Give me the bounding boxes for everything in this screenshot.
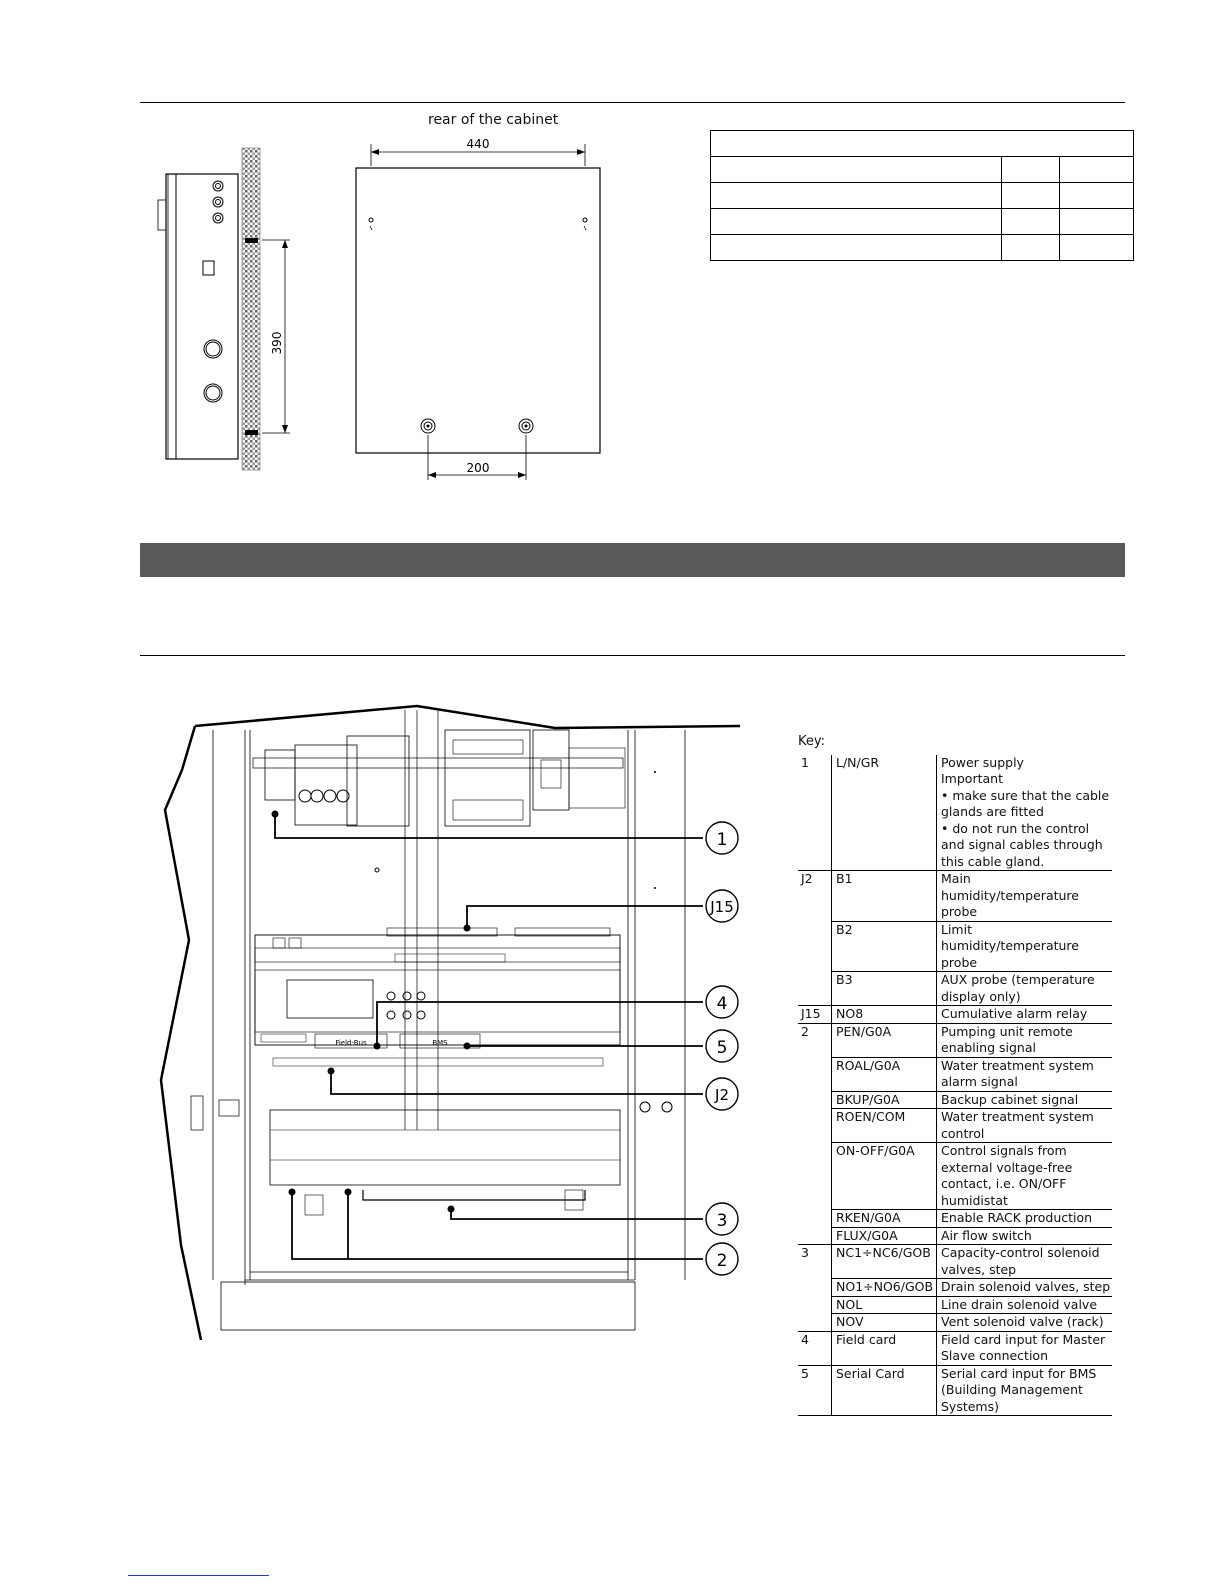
svg-text:3: 3 xyxy=(716,1211,728,1231)
key-terminal: B3 xyxy=(832,972,937,1006)
key-description: Limit humidity/temperature probe xyxy=(937,921,1113,972)
callout-5 xyxy=(706,1030,738,1062)
key-ref xyxy=(798,1296,832,1314)
key-row xyxy=(798,1023,1112,1057)
svg-text:5: 5 xyxy=(716,1038,728,1058)
key-description: Main humidity/temperature probe xyxy=(937,871,1113,922)
table-row xyxy=(711,183,1134,209)
key-ref xyxy=(798,1279,832,1297)
key-ref: 3 xyxy=(798,1245,832,1279)
key-terminal: NO8 xyxy=(832,1006,937,1024)
key-ref xyxy=(798,1227,832,1245)
key-description: Backup cabinet signal xyxy=(937,1091,1113,1109)
key-row xyxy=(798,1210,1112,1228)
key-terminal: PEN/G0A xyxy=(832,1023,937,1057)
key-terminal: NO1÷NO6/GOB xyxy=(832,1279,937,1297)
key-terminal: ROEN/COM xyxy=(832,1109,937,1143)
key-terminal: B1 xyxy=(832,871,937,922)
footer-link-underline xyxy=(128,1575,269,1576)
section-header-bar xyxy=(140,543,1125,577)
key-row xyxy=(798,921,1112,972)
key-row xyxy=(798,1091,1112,1109)
key-terminal: Field card xyxy=(832,1331,937,1365)
key-terminal: L/N/GR xyxy=(832,755,937,871)
key-ref xyxy=(798,1143,832,1210)
key-terminal: ON-OFF/G0A xyxy=(832,1143,937,1210)
figure-caption: rear of the cabinet xyxy=(428,112,559,128)
key-description: Field card input for Master Slave connection xyxy=(937,1331,1113,1365)
key-row xyxy=(798,871,1112,922)
table-row xyxy=(711,209,1134,235)
key-row xyxy=(798,972,1112,1006)
key-ref: 4 xyxy=(798,1331,832,1365)
key-ref xyxy=(798,1314,832,1332)
svg-text:2: 2 xyxy=(716,1251,728,1271)
key-terminal: Serial Card xyxy=(832,1365,937,1416)
key-row xyxy=(798,755,1112,871)
callout-4 xyxy=(706,986,738,1018)
key-terminal: BKUP/G0A xyxy=(832,1091,937,1109)
callout-1 xyxy=(706,822,738,854)
callout-j15 xyxy=(706,890,738,922)
key-row xyxy=(798,1245,1112,1279)
key-description: AUX probe (temperature display only) xyxy=(937,972,1113,1006)
dim-390: 390 xyxy=(270,331,284,355)
callout-j2 xyxy=(706,1078,738,1110)
key-description: Serial card input for BMS (Building Management Systems) xyxy=(937,1365,1113,1416)
dim-440: 440 xyxy=(466,137,490,151)
key-terminal: NOL xyxy=(832,1296,937,1314)
key-row xyxy=(798,1143,1112,1210)
key-ref xyxy=(798,1091,832,1109)
key-description: Water treatment system alarm signal xyxy=(937,1057,1113,1091)
key-row xyxy=(798,1109,1112,1143)
key-ref xyxy=(798,972,832,1006)
table-row xyxy=(711,157,1134,183)
key-description: Water treatment system control xyxy=(937,1109,1113,1143)
key-row xyxy=(798,1365,1112,1416)
callout-3 xyxy=(706,1203,738,1235)
svg-text:4: 4 xyxy=(716,994,728,1014)
field-bus-label: Field-Bus xyxy=(335,1039,367,1047)
key-row xyxy=(798,1331,1112,1365)
key-table-body xyxy=(798,755,1112,1416)
key-row xyxy=(798,1296,1112,1314)
bms-label: BMS xyxy=(432,1039,448,1047)
key-ref xyxy=(798,1109,832,1143)
key-terminal: NC1÷NC6/GOB xyxy=(832,1245,937,1279)
electrical-panel-drawing xyxy=(155,690,765,1350)
key-description: Enable RACK production xyxy=(937,1210,1113,1228)
key-row xyxy=(798,1057,1112,1091)
key-ref xyxy=(798,1057,832,1091)
dimensions-table xyxy=(710,130,1134,261)
key-row xyxy=(798,1227,1112,1245)
key-description: Cumulative alarm relay xyxy=(937,1006,1113,1024)
key-terminal: RKEN/G0A xyxy=(832,1210,937,1228)
key-ref: J15 xyxy=(798,1006,832,1024)
key-title: Key: xyxy=(798,734,826,749)
key-description: Capacity-control solenoid valves, step xyxy=(937,1245,1113,1279)
key-ref: J2 xyxy=(798,871,832,922)
section-rule xyxy=(140,655,1125,656)
key-row xyxy=(798,1279,1112,1297)
key-description: Vent solenoid valve (rack) xyxy=(937,1314,1113,1332)
key-description: Pumping unit remote enabling signal xyxy=(937,1023,1113,1057)
key-row xyxy=(798,1314,1112,1332)
wiring-key xyxy=(798,734,1112,1416)
svg-text:J15: J15 xyxy=(710,898,734,916)
key-ref xyxy=(798,921,832,972)
key-ref xyxy=(798,1210,832,1228)
callout-2 xyxy=(706,1243,738,1275)
key-ref: 2 xyxy=(798,1023,832,1057)
key-terminal: NOV xyxy=(832,1314,937,1332)
dim-200: 200 xyxy=(466,461,490,475)
key-ref: 5 xyxy=(798,1365,832,1416)
svg-text:J2: J2 xyxy=(715,1086,729,1104)
key-terminal: B2 xyxy=(832,921,937,972)
key-description: Power supply Important • make sure that the cable glands are fitted • do not run the control and signal cables through this cable gland. xyxy=(937,755,1113,871)
key-table xyxy=(798,755,1112,1417)
key-description: Line drain solenoid valve xyxy=(937,1296,1113,1314)
table-row xyxy=(711,131,1134,157)
key-description: Drain solenoid valves, step xyxy=(937,1279,1113,1297)
table-row xyxy=(711,235,1134,261)
key-terminal: ROAL/G0A xyxy=(832,1057,937,1091)
key-terminal: FLUX/G0A xyxy=(832,1227,937,1245)
key-description: Air flow switch xyxy=(937,1227,1113,1245)
key-description: Control signals from external voltage-free contact, i.e. ON/OFF humidistat xyxy=(937,1143,1113,1210)
key-ref: 1 xyxy=(801,754,809,770)
key-row xyxy=(798,1006,1112,1024)
svg-text:1: 1 xyxy=(716,830,728,850)
cabinet-dimension-drawing xyxy=(150,130,620,490)
top-rule xyxy=(140,102,1125,103)
